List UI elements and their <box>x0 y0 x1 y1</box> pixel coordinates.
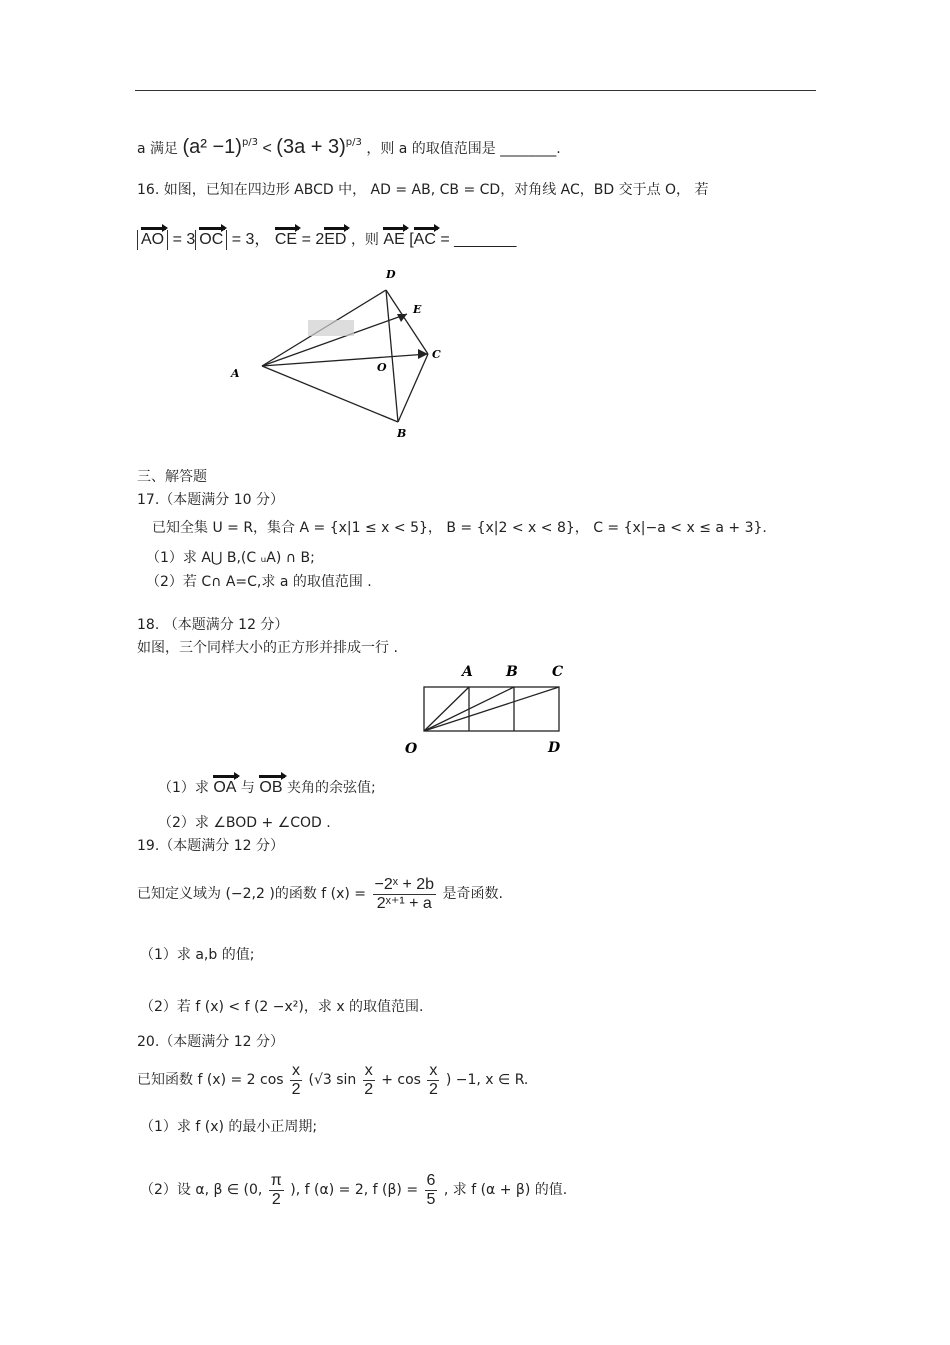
label-e: E <box>413 303 422 316</box>
vector-oa: OA <box>213 779 237 796</box>
label-b: B <box>506 664 518 680</box>
q18-title: 18. （本题满分 12 分） <box>137 617 289 633</box>
label-a: A <box>462 664 473 680</box>
q17-part1: （1）求 A⋃ B,(C ᵤA) ∩ B; <box>146 550 315 566</box>
q19-title: 19.（本题满分 12 分） <box>137 838 284 854</box>
vector-ed: ED <box>324 231 347 248</box>
q19-part2: （2）若 f (x) < f (2 −x²)，求 x 的取值范围. <box>140 999 424 1015</box>
q17-stmt: 已知全集 U = R，集合 A = {x|1 ≤ x < 5}， B = {x|2 < x < 8}， C = {x|−a < x ≤ a + 3}. <box>152 520 767 536</box>
q16-figure <box>220 262 480 447</box>
label-o: O <box>377 361 387 374</box>
q18-figure <box>398 660 578 760</box>
q18-part2: （2）求 ∠BOD + ∠COD . <box>158 815 331 831</box>
label-d: D <box>548 740 561 756</box>
q20-stmt: 已知函数 f (x) = 2 cos $\frac{x}{2}$ (√3 sin $\frac{x}{2}$ + cos $\frac{x}{2}$ ) −1, x ∈ R. <box>137 1061 529 1098</box>
blurred-mark <box>308 320 354 336</box>
header-rule <box>135 90 816 91</box>
label-b: B <box>397 427 407 440</box>
q20-title: 20.（本题满分 12 分） <box>137 1034 284 1050</box>
label-d: D <box>386 268 396 281</box>
q19-part1: （1）求 a,b 的值; <box>140 947 255 963</box>
label-c: C <box>432 348 441 361</box>
vector-ob: OB <box>259 779 283 796</box>
q20-part2: （2）设 α, β ∈ (0, $\frac{\pi}{2}$ ), f (α) = 2, f (β) = $\frac{6}{5}$ , 求 f (α + β) 的值. <box>140 1171 568 1208</box>
q18-part1: （1）求 OA 与 OB 夹角的余弦值; <box>158 779 376 796</box>
vector-ce: CE <box>274 231 298 248</box>
q19-stmt: 已知定义域为 (−2,2 )的函数 f (x) = $\frac{\text{−2ˣ + 2b}}{\text{2ˣ⁺¹ + a}}$ 是奇函数. <box>137 875 503 912</box>
q16-line1: 16. 如图，已知在四边形 ABCD 中， AD = AB, CB = CD，对角线 AC，BD 交于点 O， 若 <box>137 182 709 198</box>
q17-part2: （2）若 C∩ A=C,求 a 的取值范围 . <box>146 574 372 590</box>
vector-ae: AE <box>383 231 405 248</box>
label-a: A <box>231 367 240 380</box>
vector-ao: AO <box>141 231 165 248</box>
label-o: O <box>405 741 418 757</box>
q17-title: 17.（本题满分 10 分） <box>137 492 284 508</box>
vector-ac: AC <box>413 231 436 248</box>
vector-oc: OC <box>199 231 224 248</box>
q18-stmt: 如图，三个同样大小的正方形并排成一行 . <box>137 640 398 656</box>
section-title: 三、解答题 <box>137 469 207 485</box>
q15-tail: a 满足 $(a^2 -1)^{p/3} < (3a + 3)^{p/3}$ ，则 a 的取值范围是 ________. <box>137 136 561 158</box>
q16-line2: AO = 3 OC = 3， CE = 2ED ，则 AE [AC = _______ <box>137 230 516 250</box>
label-c: C <box>552 664 564 680</box>
q20-part1: （1）求 f (x) 的最小正周期; <box>140 1119 318 1135</box>
